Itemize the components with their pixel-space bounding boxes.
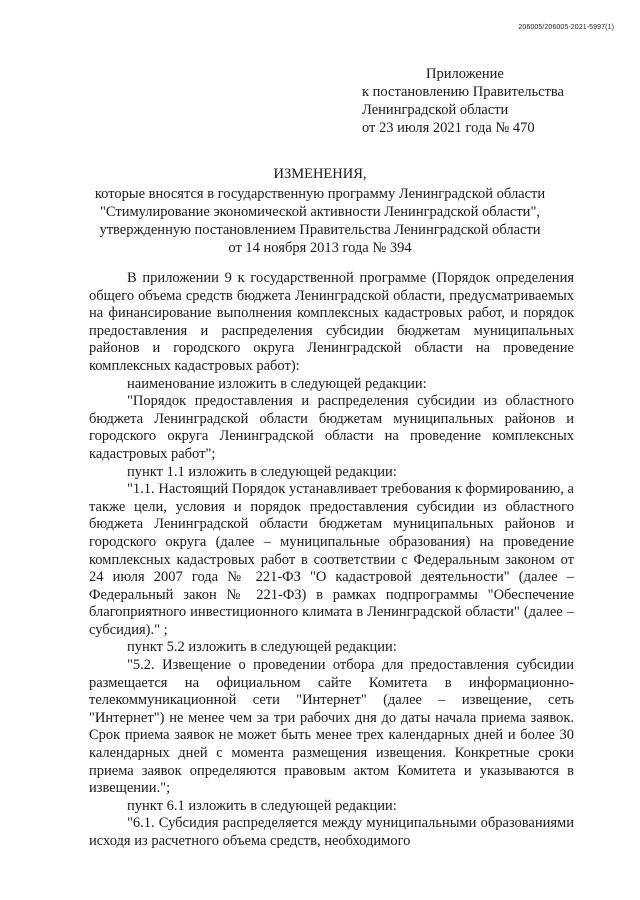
paragraph-intro: В приложении 9 к государственной программе (Порядок определения общего объема средств бюджета Ленинградской области, предусматриваемых на финансирование выполнения комплексных кадастровых работ, и порядок предоставления и распределения субсидии бюджетам муниципальных районов и городского округа Ленинградской области на проведение комплексных кадастровых работ): xyxy=(89,270,574,374)
paragraph-name-text: "Порядок предоставления и распределения субсидии из областного бюджета Ленинградской области бюджетам муниципальных районов и городского округа Ленинградской области на проведение комплексных кадастровых работ"; xyxy=(89,393,574,462)
appendix-header xyxy=(362,65,612,137)
heading-line-4: от 14 ноября 2013 года № 394 xyxy=(228,240,412,256)
document-heading xyxy=(60,165,580,257)
paragraph-instruction-1-1: пункт 1.1 изложить в следующей редакции: xyxy=(127,463,397,480)
document-body xyxy=(89,270,574,851)
heading-line-2: "Стимулирование экономической активности Ленинградской области", xyxy=(100,204,540,220)
document-id: 206005/206005-2021-5997(1) xyxy=(518,24,614,31)
heading-line-1: которые вносятся в государственную программу Ленинградской области xyxy=(94,186,546,202)
paragraph-1-1-text: "1.1. Настоящий Порядок устанавливает требования к формированию, а также цели, условия и порядок предоставления субсидии из областного бюджета Ленинградской области бюджетам муниципальных районов и городского округа (далее – муниципальные образования) на проведение комплексных кадастровых работ в соответствии с Федеральным законом от 24 июля 2007 года № 221-ФЗ "О кадастровой деятельности" (далее – Федеральный закон № 221-ФЗ) в рамках подпрограммы "Обеспечение благоприятного инвестиционного климата в Ленинградской области" (далее – субсидия)." ; xyxy=(89,481,574,638)
paragraph-instruction-name: наименование изложить в следующей редакции: xyxy=(127,375,427,392)
appendix-title: Приложение xyxy=(426,66,504,82)
appendix-line-1: к постановлению Правительства xyxy=(362,84,564,100)
paragraph-5-2-text: "5.2. Извещение о проведении отбора для предоставления субсидии размещается на официальном сайте Комитета в информационно-телекоммуникационной сети "Интернет" (далее – извещение, сеть "Интернет") не менее чем за три рабочих дня до даты начала приема заявок. Срок приема заявок не может быть менее трех календарных дней и более 30 календарных дней с момента размещения извещения. Конкретные сроки приема заявок определяются правовым актом Комитета и указываются в извещении."; xyxy=(89,657,574,797)
heading-title: ИЗМЕНЕНИЯ, xyxy=(273,166,367,182)
paragraph-instruction-6-1: пункт 6.1 изложить в следующей редакции: xyxy=(127,797,397,814)
paragraph-6-1-text: "6.1. Субсидия распределяется между муниципальными образованиями исходя из расчетного объема средств, необходимого xyxy=(89,815,574,849)
paragraph-instruction-5-2: пункт 5.2 изложить в следующей редакции: xyxy=(127,639,397,656)
appendix-line-3: от 23 июля 2021 года № 470 xyxy=(362,120,535,136)
heading-line-3: утвержденную постановлением Правительства Ленинградской области xyxy=(99,222,541,238)
appendix-line-2: Ленинградской области xyxy=(362,102,509,118)
